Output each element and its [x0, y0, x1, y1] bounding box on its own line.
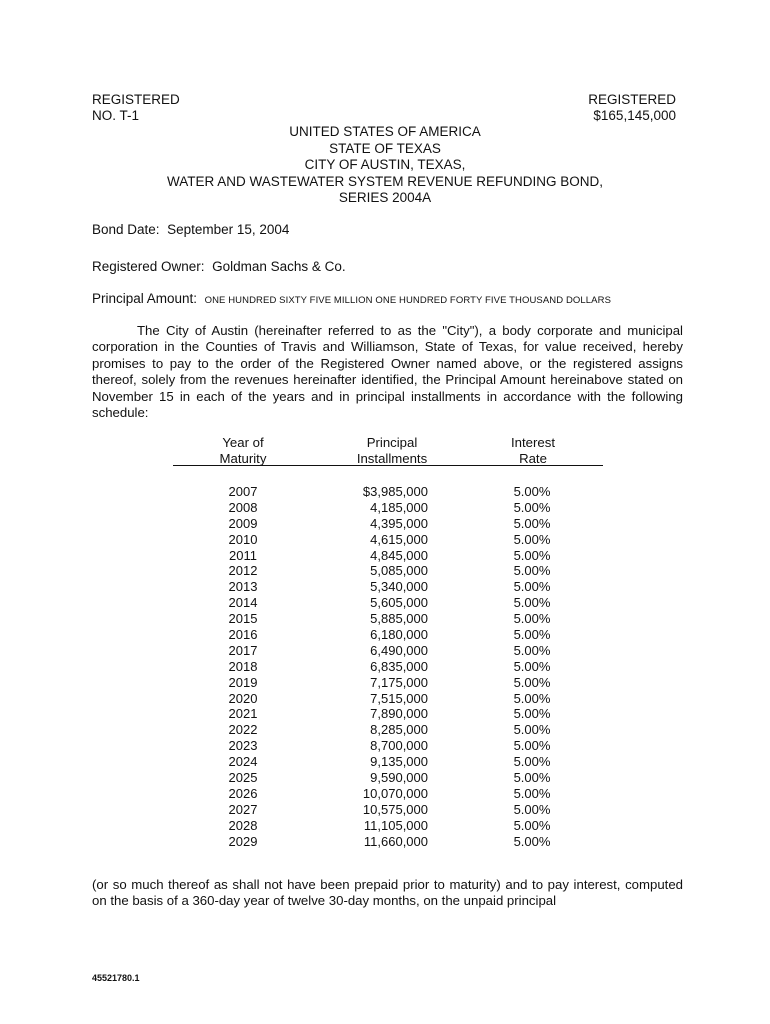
maturity-year: 2027 — [228, 801, 258, 817]
principal-installment: 8,700,000 — [370, 738, 428, 754]
bond-date-value: September 15, 2004 — [167, 222, 290, 237]
maturity-year: 2020 — [228, 690, 258, 706]
principal-installment: 7,175,000 — [370, 674, 428, 690]
table-row — [0, 675, 770, 691]
col-header-year-line1: Year of — [222, 435, 264, 450]
principal-installment: 4,845,000 — [370, 547, 428, 563]
interest-rate: 5.00% — [513, 738, 551, 754]
principal-installment: 5,085,000 — [370, 563, 428, 579]
principal-installment: 4,395,000 — [370, 515, 428, 531]
table-row — [0, 754, 770, 770]
principal-installment: 5,340,000 — [370, 579, 428, 595]
title-line-state: STATE OF TEXAS — [329, 140, 441, 156]
maturity-year: 2016 — [228, 627, 258, 643]
principal-installment: 7,515,000 — [370, 690, 428, 706]
interest-rate: 5.00% — [513, 611, 551, 627]
interest-rate: 5.00% — [513, 642, 551, 658]
principal-installment: 5,885,000 — [370, 611, 428, 627]
table-row — [0, 722, 770, 738]
table-row — [0, 643, 770, 659]
table-row — [0, 516, 770, 532]
body-paragraph-1-text: The City of Austin (hereinafter referred to as the "City"), a body corporate and municipal corporation in the Counties of Travis and Williamson, State of Texas, for value received, hereby promises to pay to the order of the Registered Owner named above, or the registered assigns thereof, solely from the revenues hereinafter identified, the Principal Amount hereinabove stated on November 15 in each of the years and in principal installments in accordance with the following schedule: — [92, 323, 683, 421]
interest-rate: 5.00% — [513, 499, 551, 515]
interest-rate: 5.00% — [513, 484, 551, 499]
maturity-year: 2009 — [228, 515, 258, 531]
maturity-year: 2007 — [228, 484, 258, 499]
title-line-bond-name: WATER AND WASTEWATER SYSTEM REVENUE REFUNDING BOND, — [166, 173, 604, 189]
interest-rate: 5.00% — [513, 690, 551, 706]
registered-owner-value: Goldman Sachs & Co. — [212, 259, 346, 274]
table-row — [0, 563, 770, 579]
document-id: 45521780.1 — [92, 973, 140, 983]
maturity-year: 2021 — [228, 706, 258, 722]
table-row — [0, 659, 770, 675]
body-paragraph-2-text: (or so much thereof as shall not have been prepaid prior to maturity) and to pay interest, computed on the basis of a 360-day year of twelve 30-day months, on the unpaid principal — [92, 877, 683, 909]
table-row — [0, 786, 770, 802]
table-row — [0, 484, 770, 500]
bond-number: NO. T-1 — [92, 108, 140, 123]
principal-installment: 10,575,000 — [362, 801, 428, 817]
col-header-rate — [493, 435, 573, 467]
col-header-principal-line2: Installments — [356, 451, 428, 466]
col-header-year-line2: Maturity — [219, 451, 267, 466]
interest-rate: 5.00% — [513, 515, 551, 531]
body-paragraph-1 — [92, 323, 683, 421]
col-header-rate-line1: Interest — [511, 435, 555, 450]
title-line-city: CITY OF AUSTIN, TEXAS, — [304, 157, 466, 172]
interest-rate: 5.00% — [513, 706, 551, 722]
maturity-year: 2018 — [228, 658, 258, 674]
table-header-rule — [173, 465, 603, 466]
principal-installment: 5,605,000 — [370, 595, 428, 611]
interest-rate: 5.00% — [513, 547, 551, 563]
principal-installment: 11,660,000 — [363, 833, 428, 849]
registered-owner-label: Registered Owner: — [92, 259, 205, 274]
col-header-rate-line2: Rate — [519, 451, 547, 466]
interest-rate: 5.00% — [513, 722, 551, 738]
registered-label-left: REGISTERED — [92, 92, 180, 107]
interest-rate: 5.00% — [513, 595, 551, 611]
maturity-year: 2008 — [228, 499, 258, 515]
table-row — [0, 532, 770, 548]
maturity-year: 2029 — [228, 833, 258, 849]
principal-installment: 6,835,000 — [370, 658, 428, 674]
interest-rate: 5.00% — [513, 770, 551, 786]
principal-installment: 8,285,000 — [370, 722, 428, 738]
principal-installment: 4,185,000 — [370, 499, 428, 515]
principal-installment: 6,180,000 — [370, 627, 428, 643]
maturity-year: 2019 — [228, 674, 258, 690]
title-line-country: UNITED STATES OF AMERICA — [289, 124, 481, 139]
principal-installment: 10,070,000 — [362, 785, 428, 801]
title-line-series: SERIES 2004A — [338, 190, 432, 205]
table-row — [0, 691, 770, 707]
interest-rate: 5.00% — [513, 817, 551, 833]
maturity-year: 2026 — [228, 785, 258, 801]
table-row — [0, 595, 770, 611]
principal-installment: 4,615,000 — [370, 531, 428, 547]
principal-installment: $3,985,000 — [362, 484, 428, 499]
interest-rate: 5.00% — [513, 563, 551, 579]
maturity-year: 2017 — [228, 642, 258, 658]
maturity-year: 2012 — [228, 563, 258, 579]
interest-rate: 5.00% — [513, 801, 551, 817]
table-row — [0, 802, 770, 818]
body-paragraph-2 — [92, 877, 683, 910]
principal-installment: 9,590,000 — [370, 770, 428, 786]
interest-rate: 5.00% — [513, 627, 551, 643]
principal-amount-label: Principal Amount: — [92, 291, 198, 306]
maturity-year: 2028 — [228, 817, 258, 833]
table-row — [0, 627, 770, 643]
principal-installment: 11,105,000 — [363, 817, 428, 833]
interest-rate: 5.00% — [513, 785, 551, 801]
interest-rate: 5.00% — [513, 833, 551, 849]
principal-installment: 7,890,000 — [370, 706, 428, 722]
table-row — [0, 770, 770, 786]
maturity-year: 2022 — [228, 722, 258, 738]
col-header-principal-line1: Principal — [366, 435, 418, 450]
maturity-schedule — [0, 484, 770, 849]
table-row — [0, 834, 770, 850]
interest-rate: 5.00% — [513, 674, 551, 690]
table-row — [0, 548, 770, 564]
interest-rate: 5.00% — [513, 531, 551, 547]
document-title — [0, 124, 770, 207]
maturity-year: 2015 — [228, 611, 258, 627]
interest-rate: 5.00% — [513, 658, 551, 674]
registered-label-right: REGISTERED — [588, 92, 676, 107]
table-row — [0, 818, 770, 834]
interest-rate: 5.00% — [513, 754, 551, 770]
maturity-year: 2011 — [229, 547, 257, 563]
table-row — [0, 706, 770, 722]
bond-amount-header: $165,145,000 — [593, 108, 676, 123]
principal-installment: 9,135,000 — [370, 754, 428, 770]
table-row — [0, 611, 770, 627]
bond-date-field — [92, 222, 289, 237]
maturity-year: 2014 — [228, 595, 258, 611]
maturity-year: 2013 — [228, 579, 258, 595]
maturity-year: 2024 — [228, 754, 258, 770]
interest-rate: 5.00% — [513, 579, 551, 595]
table-row — [0, 579, 770, 595]
principal-amount-value: ONE HUNDRED SIXTY FIVE MILLION ONE HUNDRED FORTY FIVE THOUSAND DOLLARS — [204, 295, 611, 306]
col-header-year — [203, 435, 283, 467]
registered-owner-field — [92, 259, 346, 274]
maturity-year: 2025 — [228, 770, 258, 786]
principal-installment: 6,490,000 — [370, 642, 428, 658]
table-row — [0, 738, 770, 754]
maturity-year: 2023 — [228, 738, 258, 754]
table-row — [0, 500, 770, 516]
principal-amount-field — [92, 291, 611, 306]
col-header-principal — [337, 435, 447, 467]
maturity-year: 2010 — [228, 531, 258, 547]
bond-date-label: Bond Date: — [92, 222, 160, 237]
